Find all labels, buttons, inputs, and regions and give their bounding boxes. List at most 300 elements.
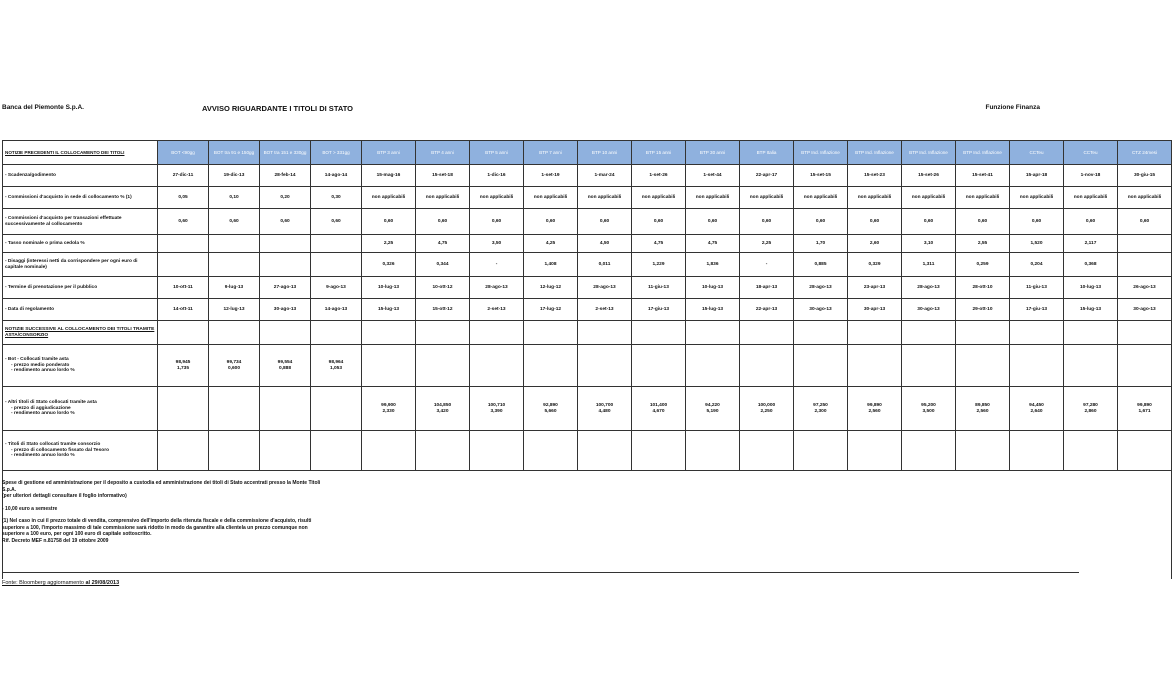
row-value-line: 3,420 bbox=[436, 408, 449, 414]
table-cell bbox=[1010, 431, 1064, 471]
row-value: 0,011 bbox=[578, 253, 632, 277]
section-label-2: NOTIZIE SUCCESSIVE AL COLLOCAMENTO DEI TITOLI TRAMITE ASTA/CONSORZIO bbox=[3, 321, 158, 345]
row-label: - Termine di prenotazione per il pubblico bbox=[3, 277, 158, 299]
row-label bbox=[3, 431, 158, 471]
table-cell bbox=[362, 345, 416, 387]
column-header: CCTeu bbox=[1064, 141, 1118, 165]
column-header: BTP 5 anni bbox=[470, 141, 524, 165]
row-value: 1,311 bbox=[902, 253, 956, 277]
row-value: 0,60 bbox=[416, 209, 470, 235]
row-label-line: - Titoli di Stato collocati tramite consorzio bbox=[5, 441, 101, 447]
row-value: non applicabili bbox=[956, 187, 1010, 209]
row-value bbox=[578, 387, 632, 431]
row-value-line: 95,200 bbox=[921, 402, 936, 408]
row-value: 30-apr-13 bbox=[848, 299, 902, 321]
notes-fee: - 10,00 euro a semestre bbox=[2, 505, 58, 512]
row-label-line: - prezzo di collocamento fissato dal Tesoro bbox=[11, 447, 109, 453]
row-label: - Commissioni d'acquisto in sede di collocamento % (1) bbox=[3, 187, 158, 209]
row-value-line: 100,710 bbox=[487, 402, 506, 408]
row-value bbox=[311, 253, 362, 277]
row-value bbox=[956, 387, 1010, 431]
table-cell bbox=[362, 431, 416, 471]
column-header: BTP 4 anni bbox=[416, 141, 470, 165]
table-cell bbox=[740, 431, 794, 471]
row-value: 15-apr-18 bbox=[1010, 165, 1064, 187]
row-value: non applicabili bbox=[686, 187, 740, 209]
row-value bbox=[632, 387, 686, 431]
row-value: 27-dic-11 bbox=[158, 165, 209, 187]
row-value: 4,75 bbox=[686, 235, 740, 253]
row-value-line: 97,280 bbox=[1083, 402, 1098, 408]
row-value: 30-ago-13 bbox=[902, 299, 956, 321]
row-value: 19-dic-13 bbox=[209, 165, 260, 187]
table-cell bbox=[632, 431, 686, 471]
table-cell bbox=[158, 431, 209, 471]
table-cell bbox=[902, 321, 956, 345]
notes-title-sub: (per ulteriori dettagli consultare il foglio informativo) bbox=[2, 493, 127, 499]
row-value bbox=[1064, 387, 1118, 431]
row-value: 0,259 bbox=[956, 253, 1010, 277]
row-value-line: 5,660 bbox=[544, 408, 557, 414]
row-value: 0,60 bbox=[794, 209, 848, 235]
row-value bbox=[260, 235, 311, 253]
row-label: - Data di regolamento bbox=[3, 299, 158, 321]
row-value: 18-apr-13 bbox=[740, 277, 794, 299]
row-value-line: 2,250 bbox=[760, 408, 773, 414]
table-cell bbox=[260, 387, 311, 431]
row-label: - Commissioni d'acquisto per transazioni effettuate successivamente al collocamento bbox=[3, 209, 158, 235]
row-value-line: 98,964 bbox=[328, 359, 344, 365]
row-value: 0,60 bbox=[686, 209, 740, 235]
column-header: BOT > 331gg bbox=[311, 141, 362, 165]
row-value bbox=[1118, 387, 1172, 431]
row-value: 15-lug-13 bbox=[686, 299, 740, 321]
row-label-line: - prezzo di aggiudicazione bbox=[11, 405, 71, 411]
row-value: 0,329 bbox=[848, 253, 902, 277]
table-cell bbox=[524, 345, 578, 387]
row-value-line: 89,850 bbox=[975, 402, 990, 408]
row-value bbox=[794, 387, 848, 431]
row-value: 17-lug-12 bbox=[524, 299, 578, 321]
row-value: 27-ago-13 bbox=[260, 277, 311, 299]
row-value: 1-dic-16 bbox=[470, 165, 524, 187]
row-value: non applicabili bbox=[416, 187, 470, 209]
table-cell bbox=[311, 387, 362, 431]
table-cell bbox=[158, 321, 209, 345]
table-cell bbox=[209, 321, 260, 345]
table-cell bbox=[260, 321, 311, 345]
row-value: 15-set-18 bbox=[416, 165, 470, 187]
row-value: 0,60 bbox=[362, 209, 416, 235]
table-cell bbox=[311, 321, 362, 345]
table-cell bbox=[902, 345, 956, 387]
column-header: CCTeu bbox=[1010, 141, 1064, 165]
row-value: 10-lug-13 bbox=[686, 277, 740, 299]
row-label-line: - Altri titoli di Stato collocati tramite asta bbox=[5, 399, 97, 405]
row-value: 1-set-19 bbox=[524, 165, 578, 187]
footer-source bbox=[2, 580, 119, 586]
row-value: 29-ott-10 bbox=[956, 299, 1010, 321]
row-value: 4,25 bbox=[524, 235, 578, 253]
row-value: non applicabili bbox=[740, 187, 794, 209]
row-value: 26-ago-13 bbox=[1118, 277, 1172, 299]
row-value: 0,204 bbox=[1010, 253, 1064, 277]
bank-name: Banca del Piemonte S.p.A. bbox=[2, 104, 84, 111]
row-value-line: 5,190 bbox=[706, 408, 719, 414]
table-cell bbox=[470, 321, 524, 345]
row-value bbox=[158, 345, 209, 387]
row-value-line: 1,671 bbox=[1138, 408, 1151, 414]
table-cell bbox=[524, 431, 578, 471]
column-header: BOT tra 91 e 150gg bbox=[209, 141, 260, 165]
column-header: BTP Ind. Inflazione bbox=[848, 141, 902, 165]
row-value: 3,50 bbox=[470, 235, 524, 253]
table-cell bbox=[1118, 345, 1172, 387]
row-value bbox=[209, 253, 260, 277]
row-value: 4,75 bbox=[416, 235, 470, 253]
row-value: 9-ago-13 bbox=[311, 277, 362, 299]
row-value: 0,10 bbox=[209, 187, 260, 209]
row-value-line: 104,850 bbox=[433, 402, 452, 408]
row-value: 15-set-41 bbox=[956, 165, 1010, 187]
row-label bbox=[3, 345, 158, 387]
row-label-line: - prezzo medio ponderato bbox=[11, 362, 70, 368]
row-value: 17-giu-13 bbox=[632, 299, 686, 321]
row-value: 14-ago-13 bbox=[311, 299, 362, 321]
row-value: - bbox=[740, 253, 794, 277]
table-cell bbox=[1064, 321, 1118, 345]
row-value-line: 2,640 bbox=[1030, 408, 1043, 414]
table-row bbox=[3, 299, 1172, 321]
department-name: Funzione Finanza bbox=[985, 104, 1040, 111]
row-value: 0,60 bbox=[158, 209, 209, 235]
row-value: 28-ago-13 bbox=[470, 277, 524, 299]
row-value bbox=[740, 387, 794, 431]
row-label-line: - Bot - Collocati tramite asta bbox=[5, 356, 69, 362]
row-value: 3,10 bbox=[902, 235, 956, 253]
row-value: non applicabili bbox=[1064, 187, 1118, 209]
row-value-line: 100,000 bbox=[757, 402, 776, 408]
row-value: 28-ago-13 bbox=[794, 277, 848, 299]
column-header: BOT <90gg bbox=[158, 141, 209, 165]
row-value: non applicabili bbox=[632, 187, 686, 209]
table-cell bbox=[740, 321, 794, 345]
row-value-line: 1,053 bbox=[329, 365, 342, 371]
row-value: 28-ago-13 bbox=[578, 277, 632, 299]
table-row bbox=[3, 253, 1172, 277]
row-value: 15-set-15 bbox=[794, 165, 848, 187]
table-row bbox=[3, 235, 1172, 253]
table-cell bbox=[158, 387, 209, 431]
table-cell bbox=[470, 345, 524, 387]
row-value: 0,368 bbox=[1064, 253, 1118, 277]
row-value bbox=[158, 235, 209, 253]
row-value bbox=[311, 235, 362, 253]
row-value-line: 99,900 bbox=[381, 402, 396, 408]
row-value: 1,229 bbox=[632, 253, 686, 277]
row-value: 22-apr-13 bbox=[740, 299, 794, 321]
table-cell bbox=[1010, 321, 1064, 345]
row-value: 1-nov-18 bbox=[1064, 165, 1118, 187]
column-header: CTZ 24mesi bbox=[1118, 141, 1172, 165]
row-value: 0,60 bbox=[260, 209, 311, 235]
row-value: 10-ott-12 bbox=[416, 277, 470, 299]
row-value: 15-set-23 bbox=[848, 165, 902, 187]
row-value-line: 1,735 bbox=[176, 365, 189, 371]
row-value-line: 0,888 bbox=[278, 365, 291, 371]
column-header: BTP Ind. Inflazione bbox=[902, 141, 956, 165]
row-value bbox=[416, 387, 470, 431]
row-value: 11-giu-13 bbox=[632, 277, 686, 299]
row-value: 0,60 bbox=[311, 209, 362, 235]
column-header: BTP Ind. Inflazione bbox=[956, 141, 1010, 165]
row-value-line: 2,560 bbox=[868, 408, 881, 414]
divider bbox=[2, 572, 1079, 573]
row-value: 12-lug-12 bbox=[524, 277, 578, 299]
table-cell bbox=[260, 431, 311, 471]
column-header: BTP Ind. Inflazione bbox=[794, 141, 848, 165]
row-value: 2,117 bbox=[1064, 235, 1118, 253]
row-value: 30-ago-13 bbox=[1118, 299, 1172, 321]
row-value: 23-apr-13 bbox=[848, 277, 902, 299]
row-value: 28-ott-10 bbox=[956, 277, 1010, 299]
row-value-line: 101,400 bbox=[649, 402, 668, 408]
column-header: BTP 15 anni bbox=[632, 141, 686, 165]
table-cell bbox=[578, 321, 632, 345]
row-value: 0,20 bbox=[260, 187, 311, 209]
row-value: 2,60 bbox=[848, 235, 902, 253]
row-value bbox=[524, 387, 578, 431]
row-value-line: 2,330 bbox=[382, 408, 395, 414]
row-value-line: 2,860 bbox=[1084, 408, 1097, 414]
row-value: non applicabili bbox=[362, 187, 416, 209]
row-value: 15-lug-13 bbox=[1064, 299, 1118, 321]
table-cell bbox=[632, 345, 686, 387]
row-value: 0,60 bbox=[1010, 209, 1064, 235]
row-value bbox=[209, 235, 260, 253]
row-value: 0,60 bbox=[956, 209, 1010, 235]
table-cell bbox=[794, 345, 848, 387]
row-label-line: - rendimento annuo lordo % bbox=[11, 453, 75, 459]
table-cell bbox=[956, 345, 1010, 387]
row-value-line: 94,450 bbox=[1029, 402, 1044, 408]
row-value: 0,60 bbox=[902, 209, 956, 235]
row-value-line: 100,700 bbox=[595, 402, 614, 408]
row-value: 10-lug-13 bbox=[1064, 277, 1118, 299]
table-cell bbox=[1064, 431, 1118, 471]
row-value: non applicabili bbox=[902, 187, 956, 209]
table-cell bbox=[740, 345, 794, 387]
table-row bbox=[3, 165, 1172, 187]
row-value-line: 97,250 bbox=[813, 402, 828, 408]
row-label: - Disaggi (interessi netti da corrispondere per ogni euro di capitale nominale) bbox=[3, 253, 158, 277]
column-header: BTP 7 anni bbox=[524, 141, 578, 165]
row-value: 0,885 bbox=[794, 253, 848, 277]
row-value-line: 0,600 bbox=[227, 365, 240, 371]
row-value: 0,60 bbox=[1118, 209, 1172, 235]
row-value-line: 3,390 bbox=[490, 408, 503, 414]
row-label: - Scadenza/godimento bbox=[3, 165, 158, 187]
table-cell bbox=[956, 431, 1010, 471]
row-value: 0,60 bbox=[848, 209, 902, 235]
row-value: 0,326 bbox=[362, 253, 416, 277]
row-value: non applicabili bbox=[578, 187, 632, 209]
row-value: 0,05 bbox=[158, 187, 209, 209]
row-value bbox=[902, 387, 956, 431]
row-value bbox=[686, 387, 740, 431]
row-value bbox=[260, 345, 311, 387]
table-cell bbox=[362, 321, 416, 345]
row-value: 2,55 bbox=[956, 235, 1010, 253]
row-value: 28-ago-13 bbox=[902, 277, 956, 299]
column-header: BOT tra 151 e 330gg bbox=[260, 141, 311, 165]
table-cell bbox=[416, 321, 470, 345]
row-value: 15-lug-13 bbox=[362, 299, 416, 321]
table-cell bbox=[524, 321, 578, 345]
row-value: 0,60 bbox=[470, 209, 524, 235]
row-value bbox=[1010, 387, 1064, 431]
row-value: 4,50 bbox=[578, 235, 632, 253]
table-cell bbox=[632, 321, 686, 345]
column-header: BTP 10 anni bbox=[578, 141, 632, 165]
row-value: 1,70 bbox=[794, 235, 848, 253]
column-header: BTP 30 anni bbox=[686, 141, 740, 165]
table-cell bbox=[686, 345, 740, 387]
row-value: - bbox=[470, 253, 524, 277]
row-value bbox=[848, 387, 902, 431]
row-value: 10-lug-13 bbox=[362, 277, 416, 299]
table-row bbox=[3, 141, 1172, 165]
row-value: 15-ott-12 bbox=[416, 299, 470, 321]
row-value: 9-lug-13 bbox=[209, 277, 260, 299]
table-row bbox=[3, 387, 1172, 431]
row-value: 1-mar-24 bbox=[578, 165, 632, 187]
table-cell bbox=[209, 431, 260, 471]
table-cell bbox=[578, 345, 632, 387]
notes-title: Spese di gestione ed amministrazione per il deposito a custodia ed amministrazione dei titoli di Stato accentrati presso la Monte Titoli S.p.A. bbox=[2, 480, 321, 493]
notes-footnote: (1) Nel caso in cui il prezzo totale di vendita, comprensivo dell'importo della ritenuta fiscale e della commissione d'acquisto, risulti superiore a 100, l'importo massimo di tale commissione sarà ridotto in modo da garantire alla clientela un prezzo comunque non superiore a 100 euro, per ogni 100 euro di capitale sottoscritto. bbox=[2, 518, 312, 537]
row-value bbox=[1118, 253, 1172, 277]
row-value-line: 94,220 bbox=[705, 402, 720, 408]
row-value: 2,25 bbox=[740, 235, 794, 253]
row-value: 14-ago-14 bbox=[311, 165, 362, 187]
row-value: 2-set-13 bbox=[578, 299, 632, 321]
row-value-line: 99,734 bbox=[226, 359, 242, 365]
row-label-line: - rendimento annuo lordo % bbox=[11, 368, 75, 374]
row-value: non applicabili bbox=[794, 187, 848, 209]
row-value: 11-giu-13 bbox=[1010, 277, 1064, 299]
page-title: AVVISO RIGUARDANTE I TITOLI DI STATO bbox=[202, 104, 353, 113]
table-row bbox=[3, 345, 1172, 387]
row-value bbox=[209, 345, 260, 387]
table-cell bbox=[686, 431, 740, 471]
table-cell bbox=[416, 345, 470, 387]
row-value: 0,60 bbox=[740, 209, 794, 235]
table-cell bbox=[956, 321, 1010, 345]
table-cell bbox=[848, 321, 902, 345]
row-value: 1,836 bbox=[686, 253, 740, 277]
section-label-1: NOTIZIE PRECEDENTI IL COLLOCAMENTO DEI TITOLI bbox=[3, 141, 158, 165]
row-value: non applicabili bbox=[848, 187, 902, 209]
row-value-line: 4,670 bbox=[652, 408, 665, 414]
row-label-line: - rendimento annuo lordo % bbox=[11, 411, 75, 417]
row-value: 30-ago-13 bbox=[794, 299, 848, 321]
table-cell bbox=[470, 431, 524, 471]
row-value: 2,25 bbox=[362, 235, 416, 253]
table-cell bbox=[311, 431, 362, 471]
row-value: 0,60 bbox=[578, 209, 632, 235]
table-cell bbox=[1064, 345, 1118, 387]
table-cell bbox=[848, 431, 902, 471]
row-value: 1-set-26 bbox=[632, 165, 686, 187]
notes-reference: Rif. Decreto MEF n.81758 del 19 ottobre 2009 bbox=[2, 537, 109, 544]
row-value: 12-lug-13 bbox=[209, 299, 260, 321]
row-value-line: 99,554 bbox=[277, 359, 293, 365]
row-value: non applicabili bbox=[524, 187, 578, 209]
row-value: 15-set-26 bbox=[902, 165, 956, 187]
row-value-line: 3,500 bbox=[922, 408, 935, 414]
row-value: 1,408 bbox=[524, 253, 578, 277]
table-cell bbox=[578, 431, 632, 471]
table-row bbox=[3, 277, 1172, 299]
table-row bbox=[3, 321, 1172, 345]
table-cell bbox=[1010, 345, 1064, 387]
table-row bbox=[3, 209, 1172, 235]
row-value: 0,60 bbox=[632, 209, 686, 235]
footer-source-text: Fonte: Bloomberg aggiornamento bbox=[2, 580, 84, 586]
table-cell bbox=[902, 431, 956, 471]
row-value bbox=[311, 345, 362, 387]
table-cell bbox=[794, 321, 848, 345]
row-value: 4,75 bbox=[632, 235, 686, 253]
row-value: 30-ago-13 bbox=[260, 299, 311, 321]
row-value: 0,60 bbox=[209, 209, 260, 235]
table-row bbox=[3, 187, 1172, 209]
table-cell bbox=[416, 431, 470, 471]
row-value: 0,60 bbox=[1064, 209, 1118, 235]
column-header: BTP Italia bbox=[740, 141, 794, 165]
row-label: - Tasso nominale o prima cedola % bbox=[3, 235, 158, 253]
row-value: 0,344 bbox=[416, 253, 470, 277]
row-value: 14-ott-11 bbox=[158, 299, 209, 321]
row-value bbox=[1118, 235, 1172, 253]
row-value: 1-set-44 bbox=[686, 165, 740, 187]
row-value: non applicabili bbox=[1010, 187, 1064, 209]
row-value: 1,520 bbox=[1010, 235, 1064, 253]
row-value: 17-giu-13 bbox=[1010, 299, 1064, 321]
row-value: 28-feb-14 bbox=[260, 165, 311, 187]
table-cell bbox=[209, 387, 260, 431]
row-value-line: 92,890 bbox=[543, 402, 558, 408]
row-value: 10-ott-11 bbox=[158, 277, 209, 299]
row-value: non applicabili bbox=[1118, 187, 1172, 209]
row-value: 15-mag-16 bbox=[362, 165, 416, 187]
row-value-line: 99,890 bbox=[1137, 402, 1152, 408]
column-header: BTP 3 anni bbox=[362, 141, 416, 165]
row-value bbox=[470, 387, 524, 431]
notes-block bbox=[2, 480, 322, 550]
table-cell bbox=[848, 345, 902, 387]
row-value: non applicabili bbox=[470, 187, 524, 209]
row-value: 0,60 bbox=[524, 209, 578, 235]
table-cell bbox=[1118, 321, 1172, 345]
footer-date: al 29/08/2013 bbox=[83, 580, 120, 586]
row-value: 22-apr-17 bbox=[740, 165, 794, 187]
row-value: 30-giu-15 bbox=[1118, 165, 1172, 187]
row-value bbox=[260, 253, 311, 277]
row-value-line: 4,480 bbox=[598, 408, 611, 414]
row-value bbox=[362, 387, 416, 431]
